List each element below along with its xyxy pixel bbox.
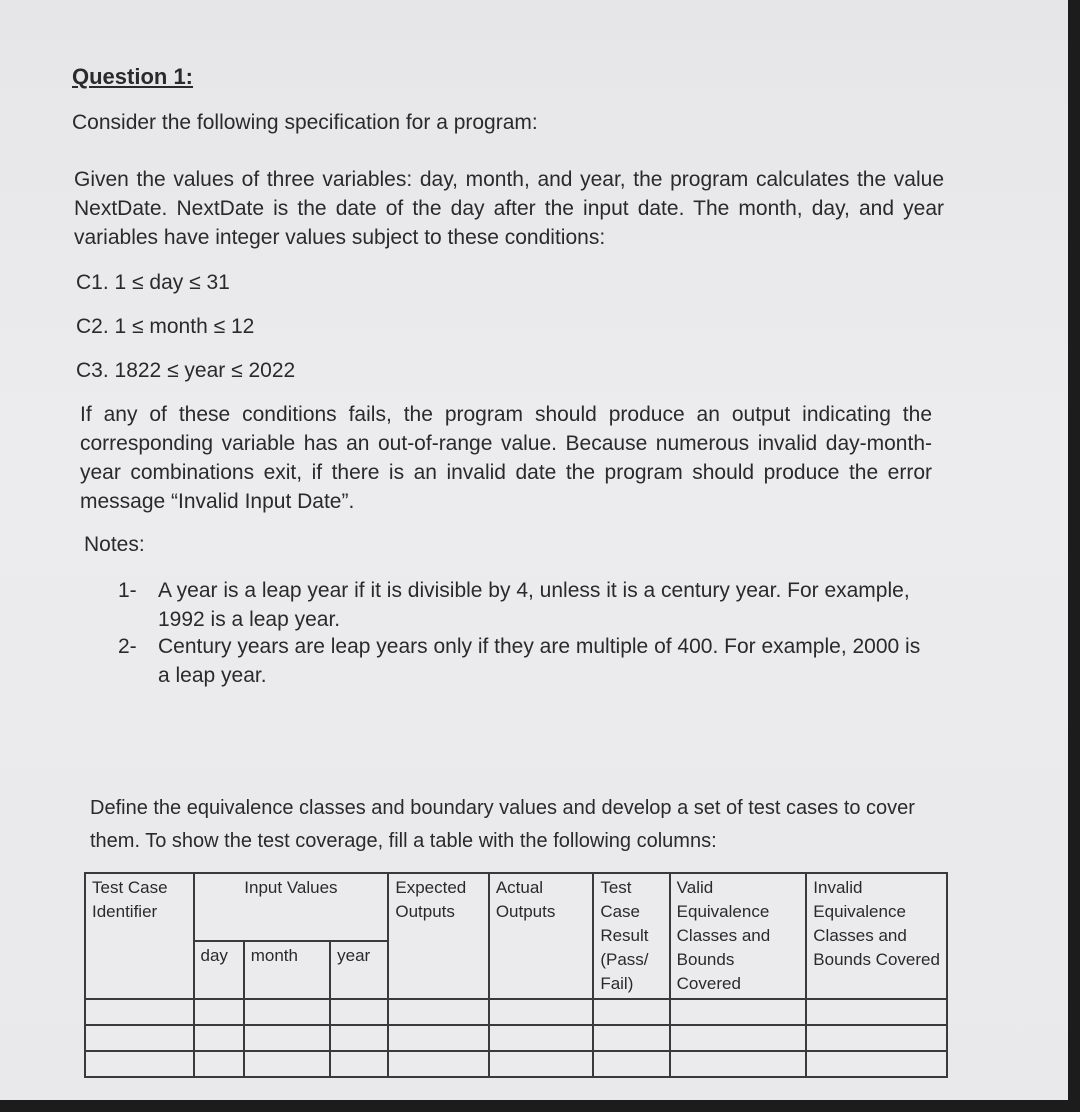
note-1: [118, 576, 928, 634]
table-cell[interactable]: [194, 999, 244, 1025]
table-cell[interactable]: [388, 1051, 488, 1077]
table-cell[interactable]: [330, 999, 388, 1025]
table-cell[interactable]: [670, 1051, 807, 1077]
table-cell[interactable]: [388, 999, 488, 1025]
header-actual-outputs: Actual Outputs: [489, 873, 593, 999]
table-cell[interactable]: [489, 999, 593, 1025]
table-cell[interactable]: [593, 1025, 669, 1051]
table-cell[interactable]: [593, 999, 669, 1025]
task-paragraph: Define the equivalence classes and boundary values and develop a set of test cases to cover them. To show the test coverage, fill a table with the following columns:: [90, 797, 915, 852]
header-invalid-classes: Invalid Equivalence Classes and Bounds Covered: [806, 873, 947, 999]
note-text: A year is a leap year if it is divisible by 4, unless it is a century year. For example, 1992 is a leap year.: [158, 579, 910, 631]
note-2: [118, 632, 928, 690]
error-paragraph: If any of these conditions fails, the program should produce an output indicating the corresponding variable has an out-of-range value. Because numerous invalid day-month-year combinations exit, if there is an invalid date the program should produce the error message “Invalid Input Date”.: [80, 403, 932, 513]
table-cell[interactable]: [806, 999, 947, 1025]
note-number: 2-: [118, 635, 137, 658]
header-expected-outputs: Expected Outputs: [388, 873, 488, 999]
notes-label: Notes:: [84, 533, 145, 556]
table-row: [85, 1051, 947, 1077]
subheader-day: day: [194, 941, 244, 999]
table-row: [85, 1025, 947, 1051]
table-cell[interactable]: [244, 999, 330, 1025]
specification-paragraph: Given the values of three variables: day, month, and year, the program calculates the value NextDate. NextDate is the date of the day after the input date. The month, day, and year variables have integer values subject to these conditions:: [74, 168, 944, 249]
table-cell[interactable]: [670, 1025, 807, 1051]
condition-c2: C2. 1 ≤ month ≤ 12: [76, 315, 255, 338]
intro-text: Consider the following specification for a program:: [72, 111, 538, 134]
question-heading: Question 1:: [72, 64, 194, 89]
table-cell[interactable]: [194, 1025, 244, 1051]
table-cell[interactable]: [85, 999, 194, 1025]
subheader-year: year: [330, 941, 388, 999]
table-row: [85, 999, 947, 1025]
table-cell[interactable]: [330, 1025, 388, 1051]
table-cell[interactable]: [388, 1025, 488, 1051]
table-cell[interactable]: [244, 1051, 330, 1077]
note-text: Century years are leap years only if they are multiple of 400. For example, 2000 is a leap year.: [158, 635, 921, 687]
header-valid-classes: Valid Equivalence Classes and Bounds Covered: [670, 873, 807, 999]
table-cell[interactable]: [806, 1025, 947, 1051]
table-cell[interactable]: [806, 1051, 947, 1077]
table-cell[interactable]: [244, 1025, 330, 1051]
table-cell[interactable]: [85, 1025, 194, 1051]
header-test-case-identifier: Test Case Identifier: [85, 873, 194, 999]
test-case-table: [84, 872, 948, 1078]
table-cell[interactable]: [670, 999, 807, 1025]
note-number: 1-: [118, 579, 137, 602]
header-test-case-result: Test Case Result (Pass/ Fail): [593, 873, 669, 999]
table-cell[interactable]: [330, 1051, 388, 1077]
table-cell[interactable]: [489, 1051, 593, 1077]
table-cell[interactable]: [85, 1051, 194, 1077]
condition-c1: C1. 1 ≤ day ≤ 31: [76, 271, 230, 294]
table-cell[interactable]: [489, 1025, 593, 1051]
condition-c3: C3. 1822 ≤ year ≤ 2022: [76, 359, 296, 382]
header-input-values: Input Values: [194, 873, 389, 941]
table-cell[interactable]: [194, 1051, 244, 1077]
table-cell[interactable]: [593, 1051, 669, 1077]
subheader-month: month: [244, 941, 330, 999]
